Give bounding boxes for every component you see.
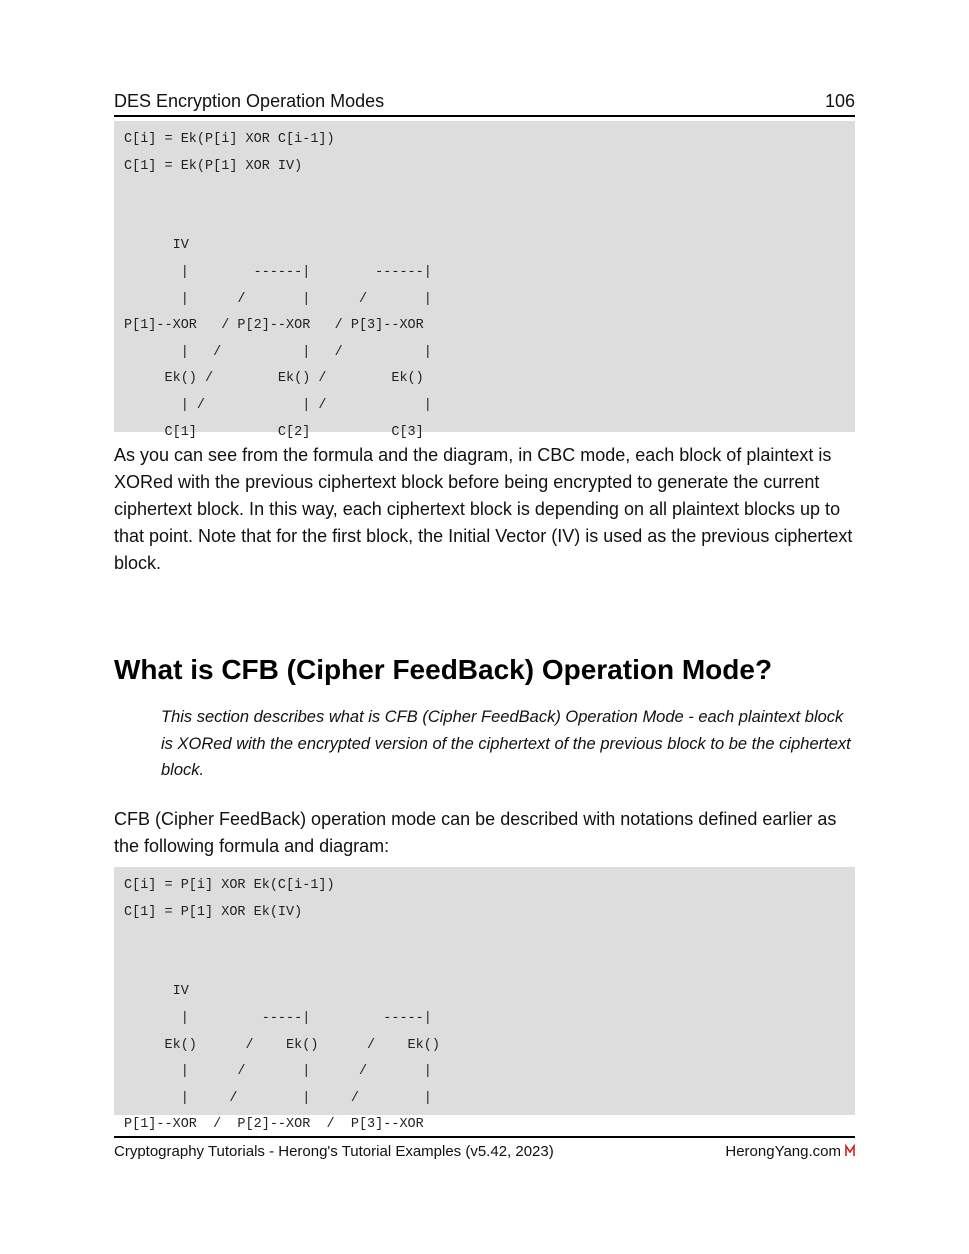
- footer-site-name: HerongYang.com: [725, 1143, 841, 1160]
- section-heading: What is CFB (Cipher FeedBack) Operation Mode?: [114, 654, 773, 685]
- cbc-code-block: C[i] = Ek(P[i] XOR C[i-1]) C[1] = Ek(P[1] XOR IV) IV | ------| ------| | / | / | P[1]--XOR / P[2]--XOR / P[3]--XOR | / | / | Ek() / Ek() / Ek() | / | / | C[1] C[2] C[3]: [114, 121, 855, 432]
- page-number: 106: [824, 91, 855, 111]
- section-summary: This section describes what is CFB (Cipher FeedBack) Operation Mode - each plaintext block is XORed with the encrypted version of the ciphertext of the previous block to be the ciphertext block.: [161, 708, 851, 779]
- chapter-title: DES Encryption Operation Modes: [114, 91, 385, 111]
- footer-site: [725, 1142, 855, 1162]
- footer-book-title: Cryptography Tutorials - Herong's Tutorial Examples (v5.42, 2023): [114, 1143, 554, 1160]
- page-header: [114, 89, 855, 117]
- cfb-code-block: C[i] = P[i] XOR Ek(C[i-1]) C[1] = P[1] XOR Ek(IV) IV | -----| -----| Ek() / Ek() / Ek() | / | / | | / | / | P[1]--XOR / P[2]--XOR / P[3]--XOR: [114, 867, 855, 1115]
- cbc-explanation-paragraph: As you can see from the formula and the diagram, in CBC mode, each block of plaintext is XORed with the previous ciphertext block before being encrypted to generate the current ciphertext block. In this way, each ciphertext block is depending on all plaintext blocks up to that point. Note that for the first block, the Initial Vector (IV) is used as the previous ciphertext block.: [114, 445, 853, 573]
- herong-logo-icon: [845, 1143, 855, 1155]
- cfb-intro-paragraph: CFB (Cipher FeedBack) operation mode can be described with notations defined earlier as the following formula and diagram:: [114, 809, 837, 856]
- page-footer: [114, 1136, 855, 1166]
